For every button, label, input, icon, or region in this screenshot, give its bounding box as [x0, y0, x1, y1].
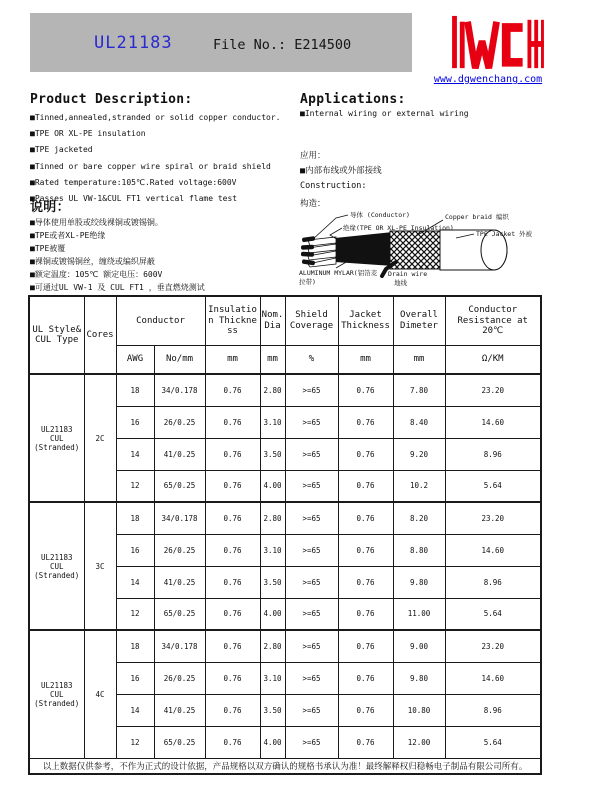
- header-style-type: UL Style& CUL Type: [29, 296, 84, 374]
- jacket-label: TPE Jacket 外被: [476, 230, 533, 238]
- awg-cell: 12: [116, 598, 154, 630]
- resistance-cell: 8.96: [445, 438, 541, 470]
- unit-shield: %: [285, 345, 338, 374]
- no-mm-cell: 26/0.25: [154, 406, 205, 438]
- header-nom-dia: Nom. Dia: [260, 296, 285, 345]
- jacket-cell: 0.76: [338, 502, 393, 534]
- applications-cn-title: 应用：: [300, 151, 326, 161]
- product-item: ■TPE jacketed: [30, 145, 93, 155]
- jacket-cell: 0.76: [338, 630, 393, 662]
- notes-cn-item: ■TPE或者XL-PE绝缘: [30, 230, 106, 240]
- website-link[interactable]: www.dgwenchang.com: [433, 74, 543, 85]
- insulation-cell: 0.76: [205, 694, 260, 726]
- unit-insulation: mm: [205, 345, 260, 374]
- product-item: ■Tinned or bare copper wire spiral or braid shield: [30, 161, 271, 171]
- no-mm-cell: 65/0.25: [154, 726, 205, 758]
- nom-dia-cell: 2.80: [260, 374, 285, 406]
- cores-cell: 4C: [84, 630, 116, 758]
- table-row: [29, 502, 541, 534]
- unit-awg: AWG: [116, 345, 154, 374]
- cores-cell: 3C: [84, 502, 116, 630]
- resistance-cell: 14.60: [445, 406, 541, 438]
- nom-dia-cell: 4.00: [260, 470, 285, 502]
- applications-cn-item: ■内部布线或外部接线: [300, 166, 382, 176]
- unit-no-mm: No/mm: [154, 345, 205, 374]
- cores-cell: 2C: [84, 374, 116, 502]
- od-cell: 8.40: [393, 406, 445, 438]
- product-item: ■Rated temperature:105℃.Rated voltage:600V: [30, 177, 237, 187]
- applications-item: ■Internal wiring or external wiring: [300, 109, 469, 118]
- disclaimer-note: 以上数据仅供参考，不作为正式的设计依据，产品规格以双方确认的规格书承认为准！最终解释权归稳畅电子制品有限公司所有。: [29, 758, 541, 774]
- no-mm-cell: 41/0.25: [154, 566, 205, 598]
- shield-cell: >=65: [285, 534, 338, 566]
- no-mm-cell: 65/0.25: [154, 470, 205, 502]
- no-mm-cell: 41/0.25: [154, 438, 205, 470]
- mylar-label-line2: 拉带): [299, 278, 316, 286]
- od-cell: 9.80: [393, 566, 445, 598]
- awg-cell: 18: [116, 630, 154, 662]
- braid-label: Copper braid 编织: [445, 213, 509, 221]
- product-item: ■Passes UL VW-1&CUL FT1 vertical flame test: [30, 194, 238, 204]
- od-cell: 12.00: [393, 726, 445, 758]
- insulation-cell: 0.76: [205, 406, 260, 438]
- resistance-cell: 5.64: [445, 470, 541, 502]
- resistance-cell: 8.96: [445, 566, 541, 598]
- insulation-label: 绝缘(TPE OR XL-PE Insulation): [343, 224, 454, 232]
- nom-dia-cell: 3.50: [260, 438, 285, 470]
- construction-label: Construction:: [300, 181, 367, 191]
- header-shield: Shield Coverage: [285, 296, 338, 345]
- applications-title: Applications:: [300, 92, 406, 107]
- od-cell: 9.80: [393, 662, 445, 694]
- insulation-cell: 0.76: [205, 534, 260, 566]
- no-mm-cell: 34/0.178: [154, 502, 205, 534]
- unit-nom-dia: mm: [260, 345, 285, 374]
- table-row: [29, 630, 541, 662]
- resistance-cell: 5.64: [445, 598, 541, 630]
- od-cell: 9.00: [393, 630, 445, 662]
- insulation-cell: 0.76: [205, 502, 260, 534]
- awg-cell: 14: [116, 694, 154, 726]
- shield-cell: >=65: [285, 502, 338, 534]
- resistance-cell: 14.60: [445, 534, 541, 566]
- od-cell: 9.20: [393, 438, 445, 470]
- no-mm-cell: 41/0.25: [154, 694, 205, 726]
- jacket-cell: 0.76: [338, 374, 393, 406]
- no-mm-cell: 34/0.178: [154, 374, 205, 406]
- table-row: [29, 374, 541, 406]
- shield-cell: >=65: [285, 662, 338, 694]
- od-cell: 8.20: [393, 502, 445, 534]
- shield-cell: >=65: [285, 438, 338, 470]
- jacket-cell: 0.76: [338, 726, 393, 758]
- od-cell: 10.80: [393, 694, 445, 726]
- notes-cn-item: ■可通过UL VW-1 及 CUL FT1 ，垂直燃烧测试: [30, 282, 205, 292]
- shield-cell: >=65: [285, 598, 338, 630]
- style-type-cell: UL21183 CUL (Stranded): [29, 374, 84, 502]
- od-cell: 11.00: [393, 598, 445, 630]
- product-item: ■Tinned,annealed,stranded or solid copper conductor.: [30, 113, 281, 122]
- table-header-row: [29, 296, 541, 345]
- notes-cn-item: ■导体使用单股或绞线裸铜或镀锡铜。: [30, 218, 163, 227]
- insulation-cell: 0.76: [205, 374, 260, 406]
- company-logo-icon: [448, 14, 548, 72]
- awg-cell: 16: [116, 406, 154, 438]
- nom-dia-cell: 3.50: [260, 566, 285, 598]
- resistance-cell: 8.96: [445, 694, 541, 726]
- nom-dia-cell: 2.80: [260, 630, 285, 662]
- no-mm-cell: 65/0.25: [154, 598, 205, 630]
- cable-construction-diagram: [298, 204, 583, 292]
- jacket-cell: 0.76: [338, 662, 393, 694]
- awg-cell: 14: [116, 438, 154, 470]
- resistance-cell: 14.60: [445, 662, 541, 694]
- no-mm-cell: 26/0.25: [154, 662, 205, 694]
- header-bar: [30, 13, 412, 72]
- nom-dia-cell: 3.10: [260, 406, 285, 438]
- awg-cell: 12: [116, 726, 154, 758]
- awg-cell: 14: [116, 566, 154, 598]
- product-description-title: Product Description:: [30, 92, 193, 107]
- od-cell: 7.80: [393, 374, 445, 406]
- insulation-cell: 0.76: [205, 662, 260, 694]
- nom-dia-cell: 4.00: [260, 598, 285, 630]
- shield-cell: >=65: [285, 726, 338, 758]
- drain-label-line2: 地线: [394, 279, 407, 287]
- shield-cell: >=65: [285, 694, 338, 726]
- resistance-cell: 23.20: [445, 630, 541, 662]
- style-type-cell: UL21183 CUL (Stranded): [29, 630, 84, 758]
- header-od: Overall Dimeter: [393, 296, 445, 345]
- style-type-cell: UL21183 CUL (Stranded): [29, 502, 84, 630]
- insulation-cell: 0.76: [205, 438, 260, 470]
- od-cell: 10.2: [393, 470, 445, 502]
- insulation-cell: 0.76: [205, 630, 260, 662]
- insulation-cell: 0.76: [205, 726, 260, 758]
- awg-cell: 12: [116, 470, 154, 502]
- spec-table: [28, 295, 542, 775]
- no-mm-cell: 34/0.178: [154, 630, 205, 662]
- nom-dia-cell: 4.00: [260, 726, 285, 758]
- table-footer-row: [29, 758, 541, 774]
- jacket-cell: 0.76: [338, 406, 393, 438]
- notes-cn-item: ■TPE被覆: [30, 243, 66, 253]
- shield-cell: >=65: [285, 406, 338, 438]
- shield-cell: >=65: [285, 470, 338, 502]
- notes-cn-title: 说明：: [30, 200, 70, 215]
- product-item: ■TPE OR XL-PE insulation: [30, 129, 146, 139]
- unit-jacket: mm: [338, 345, 393, 374]
- unit-od: mm: [393, 345, 445, 374]
- no-mm-cell: 26/0.25: [154, 534, 205, 566]
- shield-cell: >=65: [285, 630, 338, 662]
- jacket-cell: 0.76: [338, 438, 393, 470]
- awg-cell: 16: [116, 534, 154, 566]
- conductor-label: 导体 (Conductor): [350, 211, 410, 219]
- shield-cell: >=65: [285, 374, 338, 406]
- notes-cn-section: [30, 196, 298, 294]
- notes-cn-item: ■额定温度：105℃ 额定电压：600V: [30, 269, 163, 279]
- nom-dia-cell: 2.80: [260, 502, 285, 534]
- awg-cell: 16: [116, 662, 154, 694]
- construction-cn-label: 构造：: [300, 199, 326, 209]
- jacket-cell: 0.76: [338, 470, 393, 502]
- jacket-cell: 0.76: [338, 598, 393, 630]
- insulation-cell: 0.76: [205, 598, 260, 630]
- nom-dia-cell: 3.10: [260, 662, 285, 694]
- awg-cell: 18: [116, 374, 154, 406]
- jacket-cell: 0.76: [338, 694, 393, 726]
- header-cores: Cores: [84, 296, 116, 374]
- od-cell: 8.80: [393, 534, 445, 566]
- shield-cell: >=65: [285, 566, 338, 598]
- resistance-cell: 5.64: [445, 726, 541, 758]
- insulation-cell: 0.76: [205, 566, 260, 598]
- jacket-cell: 0.76: [338, 566, 393, 598]
- nom-dia-cell: 3.50: [260, 694, 285, 726]
- mylar-label-line1: ALUMINUM MYLAR(铝箔麦: [299, 269, 378, 277]
- style-number: UL21183: [94, 33, 173, 53]
- unit-resistance: Ω/KM: [445, 345, 541, 374]
- resistance-cell: 23.20: [445, 374, 541, 406]
- awg-cell: 18: [116, 502, 154, 534]
- header-jacket: Jacket Thickness: [338, 296, 393, 345]
- mylar-wrap-shape: [335, 232, 393, 266]
- nom-dia-cell: 3.10: [260, 534, 285, 566]
- product-description-section: [30, 92, 298, 207]
- jacket-cell: 0.76: [338, 534, 393, 566]
- header-insulation: Insulation Thickness: [205, 296, 260, 345]
- resistance-cell: 23.20: [445, 502, 541, 534]
- header-resistance: Conductor Resistance at 20℃: [445, 296, 541, 345]
- drain-label-line1: Drain wire: [388, 270, 428, 278]
- file-number: File No.: E214500: [213, 37, 352, 53]
- insulation-cell: 0.76: [205, 470, 260, 502]
- notes-cn-item: ■裸铜或镀锡铜丝，缠绕或编织屏蔽: [30, 256, 155, 266]
- header-conductor: Conductor: [116, 296, 205, 345]
